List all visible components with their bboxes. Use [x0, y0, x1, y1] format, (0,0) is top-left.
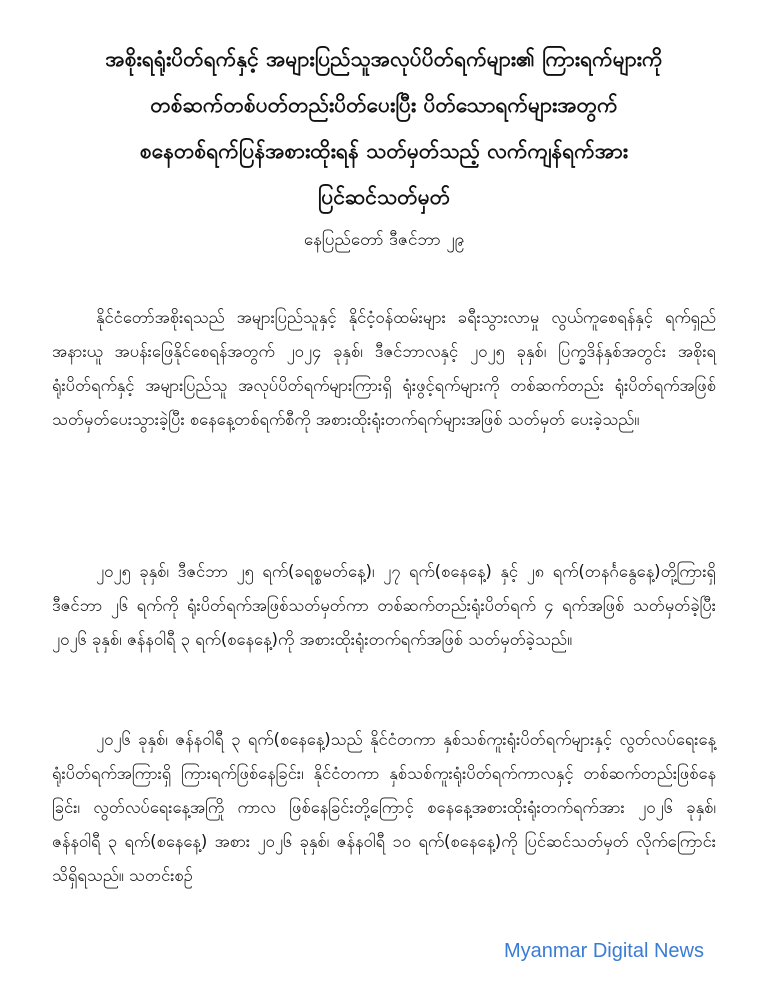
headline-line: ပြင်ဆင်သတ်မှတ် [317, 185, 451, 209]
body-paragraph: ၂၀၂၆ ခုနှစ်၊ ဇန်နဝါရီ ၃ ရက်(စနေနေ့)သည် နိုင်ငံတကာ နှစ်သစ်ကူးရုံးပိတ်ရက်များနှင့် လွတ်လပ်ရေးနေ့ရုံးပိတ်ရက်အကြားရှိ ကြားရက်ဖြစ်နေခြင်း၊ နိုင်ငံတကာ နှစ်သစ်ကူးရုံးပိတ်ရက်ကာလနှင့် တစ်ဆက်တည်းဖြစ်နေခြင်း၊ လွတ်လပ်ရေးနေ့အကြို ကာလ ဖြစ်နေခြင်းတို့ကြောင့် စနေနေ့အစားထိုးရုံးတက်ရက်အား ၂၀၂၆ ခုနှစ်၊ ဇန်နဝါရီ ၃ ရက်(စနေနေ့) အစား ၂၀၂၆ ခုနှစ်၊ ဇန်နဝါရီ ၁၀ ရက်(စနေနေ့)ကို ပြင်ဆင်သတ်မှတ် လိုက်ကြောင်း သိရှိရသည်။ သတင်းစဉ် [52, 729, 716, 885]
headline-line: စနေတစ်ရက်ပြန်အစားထိုးရန် သတ်မှတ်သည့် လက်ကျန်ရက်အား [139, 139, 629, 163]
source-label: Myanmar Digital News [503, 940, 704, 962]
headline [40, 36, 728, 220]
body-paragraph: နိုင်ငံတော်အစိုးရသည် အများပြည်သူနှင့် နိုင်ငံ့ဝန်ထမ်းများ ခရီးသွားလာမှု လွယ်ကူစေရန်နှင့် ရက်ရှည်အနားယူ အပန်းဖြေနိုင်စေရန်အတွက် ၂၀၂၄ ခုနှစ်၊ ဒီဇင်ဘာလနှင့် ၂၀၂၅ ခုနှစ်၊ ပြက္ခဒိန်နှစ်အတွင်း အစိုးရရုံးပိတ်ရက်နှင့် အများပြည်သူ အလုပ်ပိတ်ရက်များကြားရှိ ရုံးဖွင့်ရက်များကို တစ်ဆက်တည်း ရုံးပိတ်ရက်အဖြစ် သတ်မှတ်ပေးသွားခဲ့ပြီး စနေနေ့တစ်ရက်စီကို အစားထိုးရုံးတက်ရက်များအဖြစ် သတ်မှတ် ပေးခဲ့သည်။ [52, 307, 716, 429]
dateline: နေပြည်တော် ဒီဇင်ဘာ ၂၉ [303, 230, 465, 250]
headline-line: အစိုးရရုံးပိတ်ရက်နှင့် အများပြည်သူအလုပ်ပိတ်ရက်များ၏ ကြားရက်များကို [105, 47, 663, 71]
headline-line: တစ်ဆက်တစ်ပတ်တည်းပိတ်ပေးပြီး ပိတ်သောရက်များအတွက် [150, 93, 618, 117]
body-paragraph: ၂၀၂၅ ခုနှစ်၊ ဒီဇင်ဘာ ၂၅ ရက်(ခရစ္စမတ်နေ့)၊ ၂၇ ရက်(စနေနေ့) နှင့် ၂၈ ရက်(တနင်္ဂနွေနေ့)တို့ကြားရှိ ဒီဇင်ဘာ ၂၆ ရက်ကို ရုံးပိတ်ရက်အဖြစ်သတ်မှတ်ကာ တစ်ဆက်တည်းရုံးပိတ်ရက် ၄ ရက်အဖြစ် သတ်မှတ်ခဲ့ပြီး ၂၀၂၆ ခုနှစ်၊ ဇန်နဝါရီ ၃ ရက်(စနေနေ့)ကို အစားထိုးရုံးတက်ရက်အဖြစ် သတ်မှတ်ခဲ့သည်။ [52, 561, 716, 649]
